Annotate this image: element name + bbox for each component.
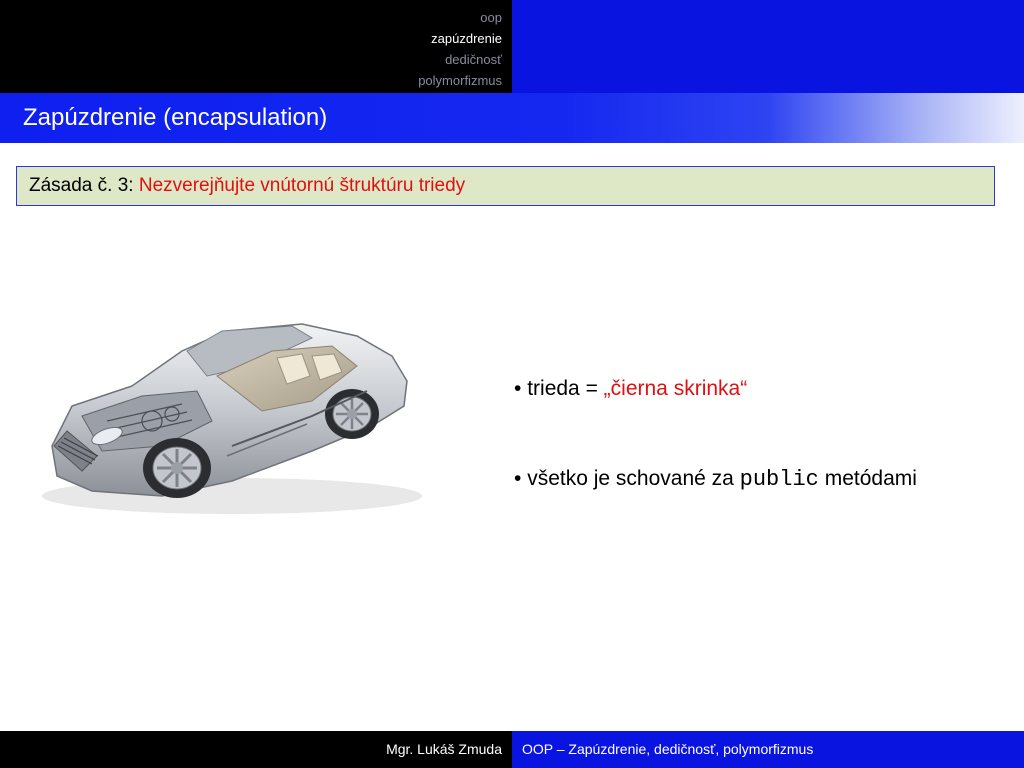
bullet-marker: • bbox=[514, 377, 522, 400]
footer-author: Mgr. Lukáš Zmuda bbox=[0, 731, 512, 768]
bullet-marker: • bbox=[514, 467, 522, 490]
nav-item-dedicnost[interactable]: dedičnosť bbox=[445, 52, 502, 67]
section-nav bbox=[418, 7, 502, 91]
slide-title: Zapúzdrenie (encapsulation) bbox=[23, 104, 328, 131]
footer-subject: OOP – Zapúzdrenie, dedičnosť, polymorfizmus bbox=[512, 731, 1024, 768]
bullet-text: trieda = bbox=[527, 377, 604, 400]
nav-item-zapuzdrenie[interactable]: zapúzdrenie bbox=[431, 31, 502, 46]
principle-box bbox=[16, 166, 995, 206]
title-bar bbox=[0, 93, 1024, 143]
bullet-black-box bbox=[514, 377, 747, 401]
nav-item-polymorfizmus[interactable]: polymorfizmus bbox=[418, 73, 502, 88]
bullet-public-methods bbox=[514, 467, 917, 492]
top-bar-left bbox=[0, 0, 512, 93]
footer bbox=[0, 731, 1024, 768]
car-illustration bbox=[12, 296, 442, 536]
principle-prefix: Zásada č. 3: bbox=[29, 175, 139, 196]
bullet-code: public bbox=[739, 467, 819, 492]
top-bar bbox=[0, 0, 1024, 93]
nav-item-oop[interactable]: oop bbox=[480, 10, 502, 25]
top-bar-right bbox=[512, 0, 1024, 93]
bullet-highlight: „čierna skrinka“ bbox=[603, 377, 748, 400]
principle-text: Nezverejňujte vnútornú štruktúru triedy bbox=[138, 175, 466, 196]
bullet-text: všetko je schované za bbox=[527, 467, 740, 490]
bullet-suffix: metódami bbox=[818, 467, 917, 490]
